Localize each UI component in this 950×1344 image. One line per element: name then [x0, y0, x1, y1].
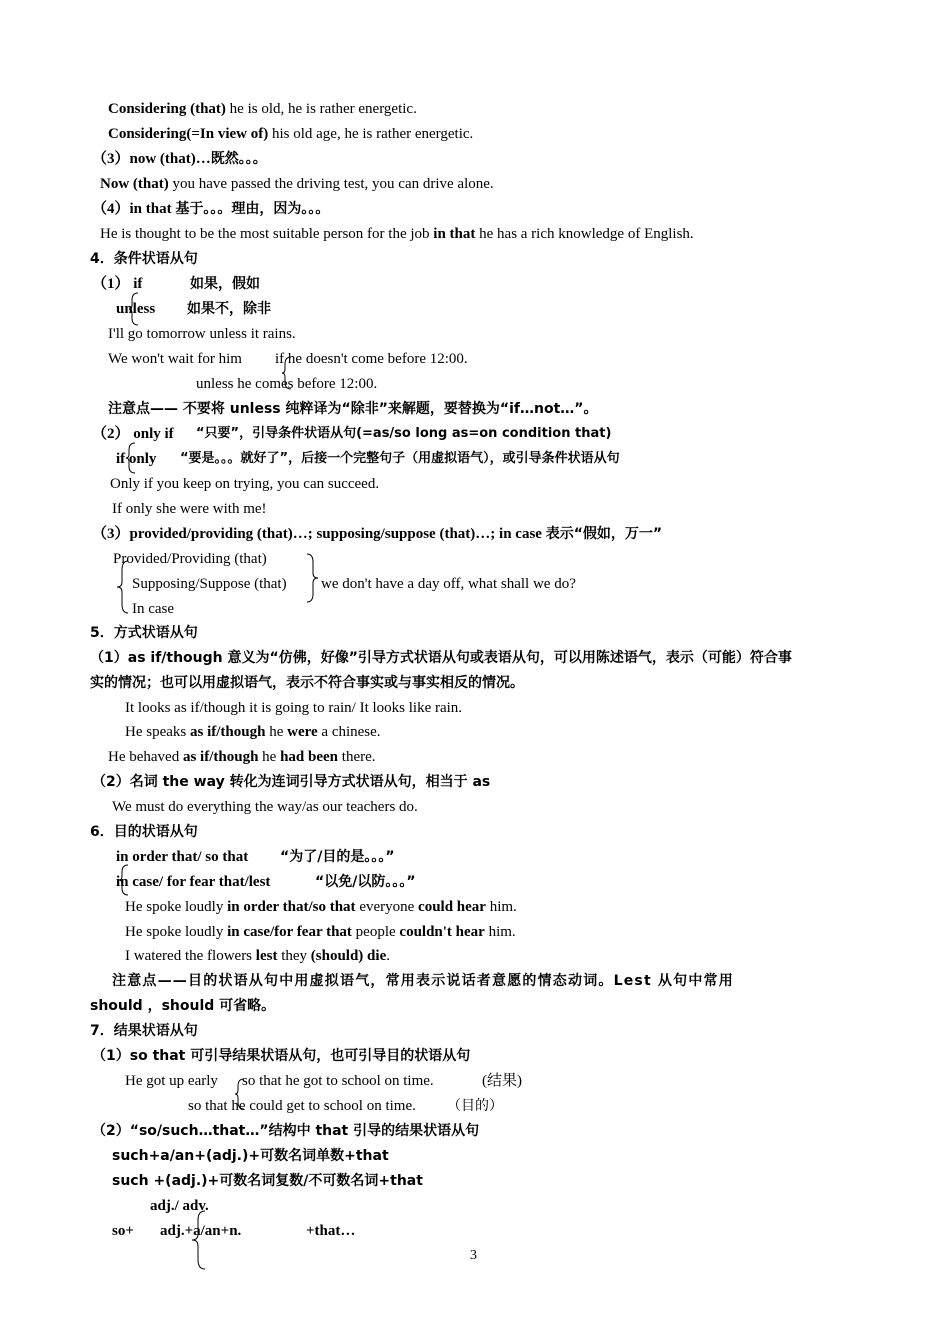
item-in-order-that-meaning: “为了/目的是。。。”	[280, 849, 395, 865]
heading-provided	[92, 524, 662, 544]
example-wait-for-him: We won't wait for him	[108, 351, 242, 367]
sentence-text: He behaved	[108, 749, 183, 765]
heading-in-that	[92, 199, 329, 219]
sentence-text: he has a rich knowledge of English.	[475, 226, 694, 242]
sentence-text: he	[258, 749, 281, 765]
heading-cn: 基于。。。理由，因为。。。	[175, 201, 330, 217]
brace-icon	[118, 864, 130, 896]
sentence-text: him.	[485, 899, 517, 915]
keyword: couldn't hear	[399, 924, 485, 940]
keyword: in that	[433, 226, 476, 242]
example-so-that-result: so that he got to school on time.	[242, 1073, 434, 1089]
sentence-text: people	[351, 924, 400, 940]
example-now-that	[100, 174, 494, 194]
sentence-text: a chinese.	[317, 724, 381, 740]
note-purpose-line2: should ，should 可省略。	[90, 998, 276, 1014]
item-unless: unless	[116, 301, 156, 317]
formula-adj-adv: adj./ adv.	[150, 1198, 209, 1214]
keyword: could hear	[418, 899, 486, 915]
example-only-if: Only if you keep on trying, you can succeed.	[110, 476, 380, 492]
sentence-text: He speaks	[125, 724, 190, 740]
keyword: as if/though	[182, 749, 259, 765]
example-provided: Provided/Providing (that)	[113, 551, 267, 567]
formula-adj-a-an-n: adj.+a/an+n.	[160, 1223, 242, 1239]
keyword: lest	[255, 948, 278, 964]
brace-icon	[128, 292, 140, 326]
keyword: in order that/so that	[227, 899, 356, 915]
example-supposing: Supposing/Suppose (that)	[132, 576, 287, 592]
heading-en: （3）provided/providing (that)…; supposing/suppose (that)…; in case	[92, 526, 546, 542]
heading-en: （3）now (that)…	[92, 151, 211, 167]
example-considering-in-view-of	[108, 124, 473, 144]
item-if-only-meaning: “要是。。。就好了”，后接一个完整句子（用虚拟语气），或引导条件状语从句	[180, 451, 620, 466]
sentence-text: he is old, he is rather energetic.	[225, 101, 417, 117]
example-main-clause: we don't have a day off, what shall we do?	[321, 576, 576, 592]
item-in-case: in case/ for fear that/lest	[116, 874, 271, 890]
example-considering-that	[108, 99, 417, 119]
item-in-order-that: in order that/ so that	[116, 849, 249, 865]
item-if-only: if only	[116, 451, 157, 467]
heading-so-that: （1）so that 可引导结果状语从句，也可引导目的状语从句	[92, 1048, 471, 1064]
label-purpose: （目的）	[447, 1098, 503, 1114]
brace-left-icon	[116, 560, 130, 614]
label-result: (结果)	[482, 1073, 522, 1089]
item-unless-meaning: 如果不，除非	[187, 301, 271, 317]
page-number: 3	[470, 1248, 477, 1263]
keyword: as if/though	[189, 724, 266, 740]
heading-so-such-that: （2）“so/such…that…”结构中 that 引导的结果状语从句	[92, 1123, 480, 1139]
heading-en: （4）in that	[92, 201, 176, 217]
paragraph-as-if-line1: （1）as if/though 意义为“仿佛，好像”引导方式状语从句或表语从句，可以用陈述语气，表示（可能）符合事	[90, 650, 792, 666]
note-purpose-line1: 注意点——目的状语从句中用虚拟语气，常用表示说话者意愿的情态动词。Lest 从句中常用	[112, 973, 734, 989]
heading-cn: 表示“假如，万一”	[545, 526, 663, 542]
example-unless: I'll go tomorrow unless it rains.	[108, 326, 296, 342]
example-in-order-that	[125, 897, 517, 917]
keyword: （1） if	[92, 276, 143, 292]
example-in-that	[100, 224, 694, 244]
item-only-if-meaning: “只要”，引导条件状语从句(=as/so long as=on condition that)	[196, 426, 612, 441]
example-the-way: We must do everything the way/as our teachers do.	[112, 799, 418, 815]
example-lest	[125, 946, 390, 966]
formula-that: +that…	[306, 1223, 356, 1239]
example-in-case: In case	[132, 601, 175, 617]
keyword: (should) die	[310, 948, 387, 964]
sentence-text: you have passed the driving test, you can drive alone.	[168, 176, 494, 192]
heading-cn: 既然。。。	[210, 151, 267, 167]
example-if-clause: if he doesn't come before 12:00.	[275, 351, 468, 367]
formula-such-singular: such+a/an+(adj.)+可数名词单数+that	[112, 1148, 389, 1164]
heading-the-way: （2）名词 the way 转化为连词引导方式状语从句，相当于 as	[92, 774, 491, 790]
example-unless-clause: unless he comes before 12:00.	[196, 376, 378, 392]
example-behaved-as-if	[108, 747, 376, 767]
sentence-text: I watered the flowers	[125, 948, 256, 964]
sentence-text: .	[386, 948, 390, 964]
sentence-text: his old age, he is rather energetic.	[268, 126, 474, 142]
keyword: Now (that)	[100, 176, 169, 192]
sentence-text: he	[265, 724, 288, 740]
sentence-text: they	[277, 948, 311, 964]
item-in-case-meaning: “以免/以防。。。”	[315, 874, 416, 890]
sentence-text: He spoke loudly	[125, 899, 228, 915]
keyword: in case/for fear that	[227, 924, 352, 940]
formula-such-plural: such +(adj.)+可数名词复数/不可数名词+that	[112, 1173, 423, 1189]
keyword: Considering (that)	[108, 101, 226, 117]
example-looks-as-if: It looks as if/though it is going to rain/ It looks like rain.	[125, 700, 463, 716]
section-heading-manner: 5．方式状语从句	[90, 625, 198, 641]
sentence-text: there.	[338, 749, 376, 765]
heading-now-that	[92, 149, 267, 169]
formula-so: so+	[112, 1223, 134, 1239]
section-heading-conditional: 4．条件状语从句	[90, 251, 198, 267]
keyword: had been	[280, 749, 339, 765]
paragraph-as-if-line2: 实的情况；也可以用虚拟语气，表示不符合事实或与事实相反的情况。	[90, 675, 524, 691]
sentence-text: He spoke loudly	[125, 924, 228, 940]
example-for-fear-that	[125, 922, 516, 942]
item-only-if: （2） only if	[92, 426, 174, 442]
brace-icon	[125, 442, 137, 474]
brace-right-icon	[305, 553, 319, 603]
section-heading-result: 7．结果状语从句	[90, 1023, 198, 1039]
keyword: Considering(=In view of)	[108, 126, 269, 142]
example-so-that-purpose: so that he could get to school on time.	[188, 1098, 416, 1114]
example-speaks-as-if	[125, 722, 381, 742]
example-got-up-early: He got up early	[125, 1073, 218, 1089]
sentence-text: He is thought to be the most suitable person for the job	[100, 226, 434, 242]
item-if-meaning: 如果，假如	[190, 276, 260, 292]
section-heading-purpose: 6．目的状语从句	[90, 824, 198, 840]
sentence-text: everyone	[355, 899, 419, 915]
keyword: were	[287, 724, 318, 740]
sentence-text: him.	[484, 924, 516, 940]
note-unless: 注意点—— 不要将 unless 纯粹译为“除非”来解题，要替换为“if…not…”。	[108, 401, 598, 417]
brace-icon	[191, 1210, 207, 1270]
item-if	[92, 274, 142, 294]
example-if-only: If only she were with me!	[112, 501, 267, 517]
